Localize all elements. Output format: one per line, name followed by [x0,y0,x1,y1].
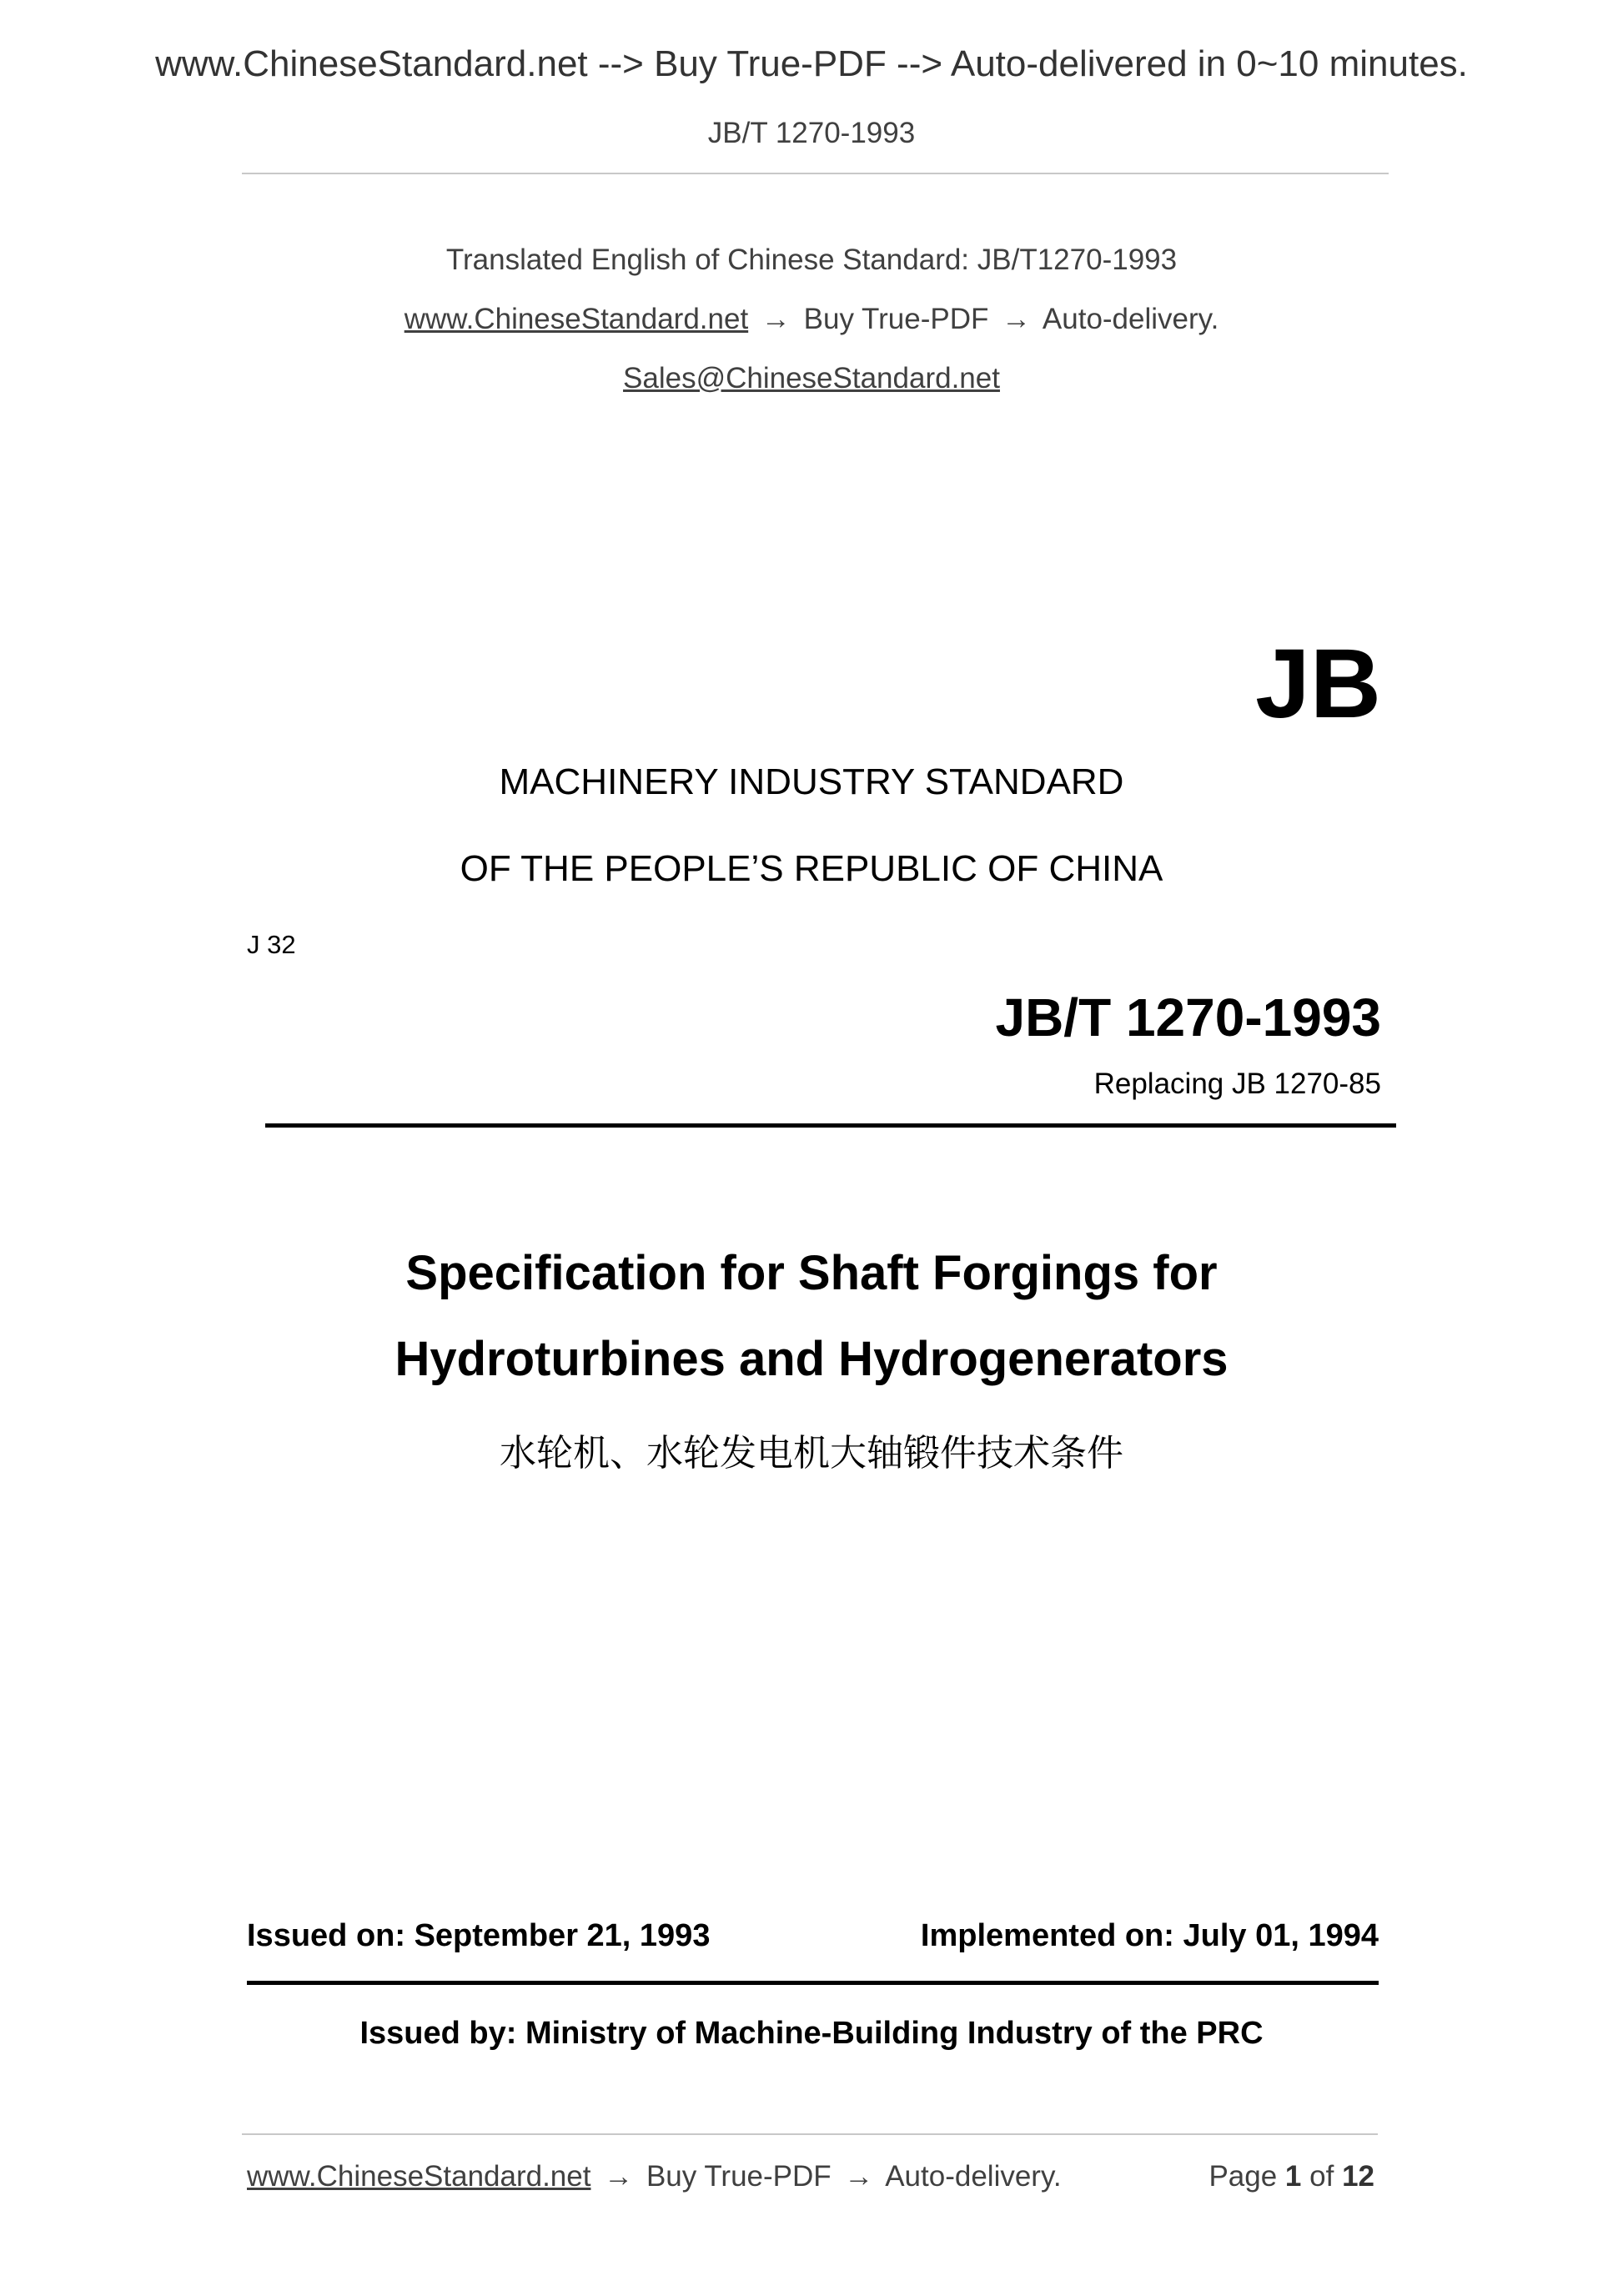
replacing-note: Replacing JB 1270-85 [1093,1068,1381,1100]
jb-logo: JB [1255,629,1381,739]
implemented-on: Implemented on: July 01, 1994 [920,1918,1379,1953]
arrow-right-icon: → [1002,303,1032,335]
arrow-right-icon: → [604,2160,634,2193]
total-pages: 12 [1342,2160,1374,2193]
standard-number: JB/T 1270-1993 [995,987,1381,1048]
translation-note: Translated English of Chinese Standard: JB/T1270-1993 [445,244,1178,276]
document-title-line2: Hydroturbines and Hydrogenerators [394,1332,1229,1386]
footer-site-link[interactable]: www.ChineseStandard.net [247,2160,591,2193]
issued-on: Issued on: September 21, 1993 [247,1918,711,1953]
page-label: Page [1208,2160,1278,2193]
buy-line [0,303,1623,336]
title-divider [265,1123,1396,1128]
top-banner: www.ChineseStandard.net --> Buy True-PDF --> Auto-delivered in 0~10 minutes. [155,43,1468,84]
buy-text: Buy True-PDF [803,303,989,335]
arrow-right-icon: → [844,2160,874,2193]
standard-type-line2: OF THE PEOPLE’S REPUBLIC OF CHINA [460,848,1163,889]
footer-divider [242,2133,1378,2135]
running-header: JB/T 1270-1993 [707,117,916,149]
arrow-right-icon: → [761,303,791,335]
document-title-line1: Specification for Shaft Forgings for [405,1246,1218,1300]
standard-type-line1: MACHINERY INDUSTRY STANDARD [499,761,1124,802]
page-indicator [1208,2160,1374,2193]
email-link[interactable]: Sales@ChineseStandard.net [623,362,1000,394]
document-title-chinese: 水轮机、水轮发电机大轴锻件技术条件 [500,1432,1123,1475]
header-divider [242,173,1389,174]
email-line [0,362,1623,395]
delivery-text: Auto-delivery. [1042,303,1219,335]
classification-code: J 32 [247,930,296,959]
footer-buy-text: Buy True-PDF [646,2160,832,2193]
issue-divider [247,1981,1379,1985]
footer-buy-line [247,2160,1062,2193]
footer-delivery-text: Auto-delivery. [885,2160,1062,2193]
issued-by: Issued by: Ministry of Machine-Building Industry of the PRC [359,2016,1264,2051]
page-number: 1 [1284,2160,1302,2193]
of-label: of [1309,2160,1334,2193]
site-link[interactable]: www.ChineseStandard.net [404,303,749,335]
